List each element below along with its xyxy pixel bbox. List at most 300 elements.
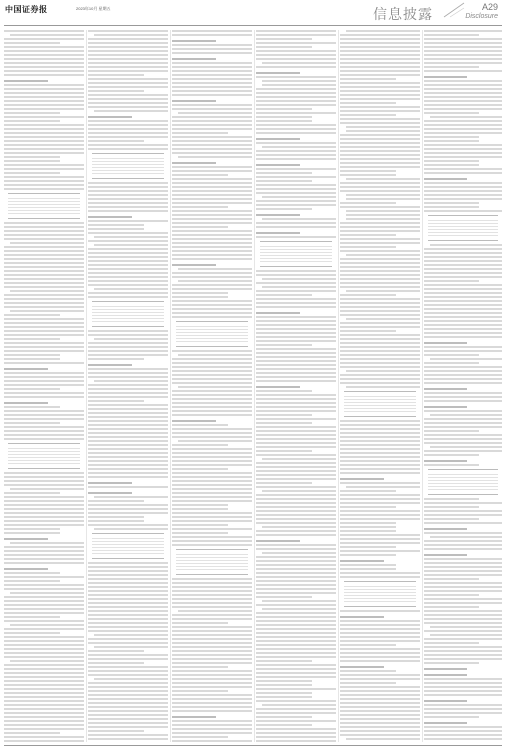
text-line (178, 280, 252, 282)
text-line (88, 722, 168, 724)
text-line (88, 654, 168, 656)
text-line (4, 176, 84, 178)
text-line (256, 320, 336, 322)
text-line (256, 226, 336, 228)
text-line (340, 502, 420, 504)
text-line (340, 678, 420, 680)
text-line (424, 304, 502, 306)
text-line (88, 448, 168, 450)
table-row (344, 601, 416, 602)
text-line (256, 188, 336, 190)
text-line (340, 670, 396, 672)
text-line (424, 726, 502, 728)
text-line (340, 350, 420, 352)
text-line (88, 86, 168, 88)
text-line (172, 174, 228, 176)
text-line (340, 298, 420, 300)
text-line (4, 226, 84, 228)
text-line (4, 124, 84, 126)
text-line (4, 128, 84, 130)
text-line (424, 674, 467, 676)
text-line (172, 532, 228, 534)
text-line (4, 346, 84, 348)
text-line (256, 434, 336, 436)
text-line (172, 716, 216, 718)
text-line (340, 134, 420, 136)
text-line (88, 98, 168, 100)
text-line (172, 120, 252, 122)
text-line (4, 480, 84, 482)
text-line (4, 136, 84, 138)
text-line (340, 266, 420, 268)
text-line (256, 616, 336, 618)
text-line (4, 92, 84, 94)
text-line (424, 442, 502, 444)
text-line (256, 540, 300, 542)
text-line (424, 704, 502, 706)
text-line (262, 458, 336, 460)
text-line (256, 728, 336, 730)
text-line (256, 624, 336, 626)
text-line (4, 732, 60, 734)
text-line (424, 540, 502, 542)
text-line (172, 234, 252, 236)
text-line (430, 116, 502, 118)
text-line (88, 260, 168, 262)
text-line (4, 668, 84, 670)
text-line (340, 222, 420, 224)
text-line (256, 332, 336, 334)
table-row (8, 460, 80, 461)
table-row (344, 586, 416, 587)
text-line (88, 350, 168, 352)
text-line (172, 472, 252, 474)
text-line (88, 210, 168, 212)
text-line (94, 678, 168, 680)
text-line (88, 590, 168, 592)
text-line (4, 612, 84, 614)
text-line (4, 628, 84, 630)
text-line (424, 430, 479, 432)
text-line (340, 526, 396, 528)
text-line (94, 34, 168, 36)
text-line (424, 434, 502, 436)
text-line (340, 150, 420, 152)
text-line (424, 120, 502, 122)
text-line (424, 610, 502, 612)
text-line (88, 330, 168, 332)
text-line (4, 342, 84, 344)
table-row (176, 341, 248, 342)
text-line (340, 432, 420, 434)
text-line (88, 566, 168, 568)
data-table (176, 549, 248, 575)
text-line (340, 154, 420, 156)
text-line (4, 354, 60, 356)
text-line (4, 50, 84, 52)
text-line (256, 54, 336, 56)
text-line (88, 706, 168, 708)
text-line (172, 662, 252, 664)
text-line (88, 734, 168, 736)
text-line (340, 636, 420, 638)
table-row (92, 306, 164, 307)
text-line (340, 564, 396, 566)
text-line (4, 112, 60, 114)
text-line (346, 738, 420, 740)
text-line (256, 438, 336, 440)
text-line (346, 126, 420, 128)
text-line (424, 602, 502, 604)
text-line (172, 634, 252, 636)
text-line (424, 582, 502, 584)
text-line (4, 152, 84, 154)
text-line (340, 246, 396, 248)
text-line (4, 724, 84, 726)
table-row (428, 489, 498, 490)
text-line (4, 580, 60, 582)
table-row (260, 246, 332, 247)
text-line (88, 292, 168, 294)
text-line (4, 318, 84, 320)
text-line (10, 310, 84, 312)
data-table (92, 301, 164, 327)
text-line (340, 338, 420, 340)
text-line (88, 694, 168, 696)
text-line (4, 42, 60, 44)
text-line (346, 130, 420, 132)
text-line (172, 488, 252, 490)
text-line (340, 550, 420, 552)
text-line (4, 96, 84, 98)
text-line (340, 122, 420, 124)
text-line (256, 544, 336, 546)
text-line (424, 614, 502, 616)
text-line (172, 410, 252, 412)
text-line (172, 646, 252, 648)
text-line (88, 396, 168, 398)
text-line (172, 590, 252, 592)
text-line (256, 34, 336, 36)
text-line (172, 690, 228, 692)
text-line (172, 476, 252, 478)
text-line (340, 342, 420, 344)
text-line (424, 30, 502, 32)
text-line (340, 616, 384, 618)
text-line (4, 438, 84, 440)
text-line (4, 184, 84, 186)
text-line (340, 138, 420, 140)
text-line (4, 708, 84, 710)
text-line (424, 438, 502, 440)
text-line (424, 58, 502, 60)
text-line (424, 682, 502, 684)
table-row (344, 408, 416, 409)
text-line (10, 34, 84, 36)
text-line (172, 370, 252, 372)
text-line (172, 468, 228, 470)
text-line (256, 380, 336, 382)
text-line (340, 576, 420, 578)
text-line (256, 344, 312, 346)
text-line (88, 272, 168, 274)
text-line (172, 78, 252, 80)
text-line (4, 270, 84, 272)
text-line (88, 686, 168, 688)
text-line (4, 172, 60, 174)
text-line (430, 414, 502, 416)
text-line (172, 650, 252, 652)
text-line (262, 196, 336, 198)
text-line (256, 596, 312, 598)
text-line (256, 120, 312, 122)
text-line (256, 58, 336, 60)
text-line (88, 674, 168, 676)
text-line (424, 460, 467, 462)
text-line (256, 530, 336, 532)
text-line (256, 316, 336, 318)
text-line (256, 506, 336, 508)
text-line (88, 128, 168, 130)
text-line (424, 532, 502, 534)
text-line (172, 292, 228, 294)
text-line (256, 454, 336, 456)
text-line (424, 528, 467, 530)
text-line (172, 242, 252, 244)
text-line (256, 644, 336, 646)
text-line (424, 328, 502, 330)
text-line (172, 350, 252, 352)
text-line (424, 562, 502, 564)
text-line (172, 366, 252, 368)
text-line (88, 372, 168, 374)
text-line (424, 554, 467, 556)
text-line (88, 42, 168, 44)
text-line (94, 236, 168, 238)
text-line (4, 524, 84, 526)
text-line (178, 386, 252, 388)
text-line (4, 286, 84, 288)
text-line (4, 262, 84, 264)
text-line (340, 620, 420, 622)
text-line (340, 624, 420, 626)
text-line (340, 478, 384, 480)
text-line (424, 198, 502, 200)
text-line (256, 38, 312, 40)
text-line (88, 148, 168, 150)
text-line (256, 680, 312, 682)
text-line (340, 306, 420, 308)
text-line (424, 502, 502, 504)
text-line (88, 452, 168, 454)
text-line (346, 370, 420, 372)
table-row (92, 318, 164, 319)
text-line (88, 342, 168, 344)
text-line (424, 400, 502, 402)
text-line (88, 504, 168, 506)
text-line (88, 268, 168, 270)
text-line (256, 478, 336, 480)
text-line (424, 506, 479, 508)
text-line (172, 614, 252, 616)
text-line (340, 158, 420, 160)
text-line (88, 30, 168, 32)
text-line (340, 420, 420, 422)
text-line (172, 128, 252, 130)
text-line (256, 534, 336, 536)
text-line (88, 420, 168, 422)
text-line (340, 322, 420, 324)
text-line (4, 608, 84, 610)
text-line (424, 716, 479, 718)
table-row (344, 589, 416, 590)
column-3 (172, 30, 252, 742)
text-line (172, 452, 252, 454)
text-line (88, 216, 132, 218)
text-line (4, 58, 84, 60)
text-line (172, 288, 252, 290)
text-line (424, 346, 502, 348)
text-line (172, 52, 252, 54)
text-line (424, 450, 502, 452)
text-line (256, 66, 336, 68)
text-line (88, 140, 144, 142)
text-line (172, 30, 252, 32)
text-line (340, 660, 420, 662)
text-line (424, 578, 479, 580)
text-line (88, 520, 144, 522)
text-line (340, 518, 420, 520)
text-line (256, 204, 336, 206)
text-line (424, 308, 502, 310)
text-line (424, 140, 479, 142)
text-line (172, 210, 252, 212)
text-line (172, 394, 252, 396)
text-line (340, 346, 420, 348)
text-line (4, 492, 60, 494)
text-line (424, 730, 502, 732)
table-row (92, 550, 164, 551)
text-line (256, 548, 336, 550)
text-line (340, 510, 420, 512)
text-line (256, 580, 336, 582)
table-row (92, 173, 164, 174)
text-line (172, 710, 252, 712)
text-line (4, 254, 84, 256)
text-line (256, 668, 336, 670)
text-line (94, 646, 168, 648)
text-line (88, 334, 168, 336)
text-line (256, 422, 312, 424)
table-row (428, 480, 498, 481)
text-line (88, 432, 168, 434)
text-line (256, 688, 336, 690)
text-line (424, 272, 502, 274)
text-line (256, 568, 336, 570)
text-line (340, 648, 420, 650)
text-line (424, 510, 502, 512)
text-line (340, 382, 420, 384)
issue-date: 2023年10月 星期五 (76, 6, 111, 11)
text-line (424, 700, 467, 702)
text-line (88, 606, 168, 608)
table-row (8, 454, 80, 455)
text-line (346, 214, 420, 216)
text-line (4, 476, 84, 478)
text-line (172, 316, 252, 318)
text-line (4, 338, 60, 340)
text-line (4, 46, 84, 48)
text-line (172, 586, 252, 588)
text-line (424, 76, 467, 78)
text-line (340, 142, 420, 144)
text-line (172, 582, 252, 584)
text-line (256, 376, 336, 378)
text-line (256, 510, 336, 512)
text-line (424, 300, 502, 302)
text-line (88, 622, 168, 624)
text-line (256, 294, 312, 296)
text-line (256, 498, 336, 500)
text-line (172, 402, 252, 404)
text-line (340, 428, 420, 430)
text-line (256, 592, 336, 594)
column-1 (4, 30, 84, 742)
text-line (256, 732, 336, 734)
text-line (424, 606, 479, 608)
text-line (88, 524, 168, 526)
section-title: 信息披露 (373, 7, 433, 23)
text-line (256, 414, 312, 416)
table-row (344, 402, 416, 403)
text-line (88, 472, 168, 474)
text-line (4, 30, 84, 32)
text-line (4, 234, 84, 236)
text-line (4, 306, 84, 308)
text-line (340, 644, 396, 646)
text-line (88, 698, 168, 700)
text-line (340, 70, 420, 72)
text-line (4, 672, 84, 674)
text-line (256, 390, 312, 392)
text-line (256, 356, 336, 358)
text-line (262, 552, 336, 554)
column-divider (254, 30, 255, 742)
text-line (424, 332, 502, 334)
text-line (4, 116, 84, 118)
text-line (4, 554, 84, 556)
text-line (256, 470, 336, 472)
text-line (4, 156, 60, 158)
text-line (172, 428, 252, 430)
text-line (424, 548, 502, 550)
text-line (178, 354, 252, 356)
text-line (4, 562, 84, 564)
text-line (88, 38, 168, 40)
data-table (176, 321, 248, 347)
text-line (4, 88, 84, 90)
text-line (424, 38, 502, 40)
text-line (88, 582, 168, 584)
text-line (4, 406, 60, 408)
text-line (340, 86, 420, 88)
text-line (256, 176, 336, 178)
text-line (172, 516, 252, 518)
text-line (256, 518, 336, 520)
text-line (424, 156, 502, 158)
text-line (256, 340, 336, 342)
text-line (4, 496, 84, 498)
